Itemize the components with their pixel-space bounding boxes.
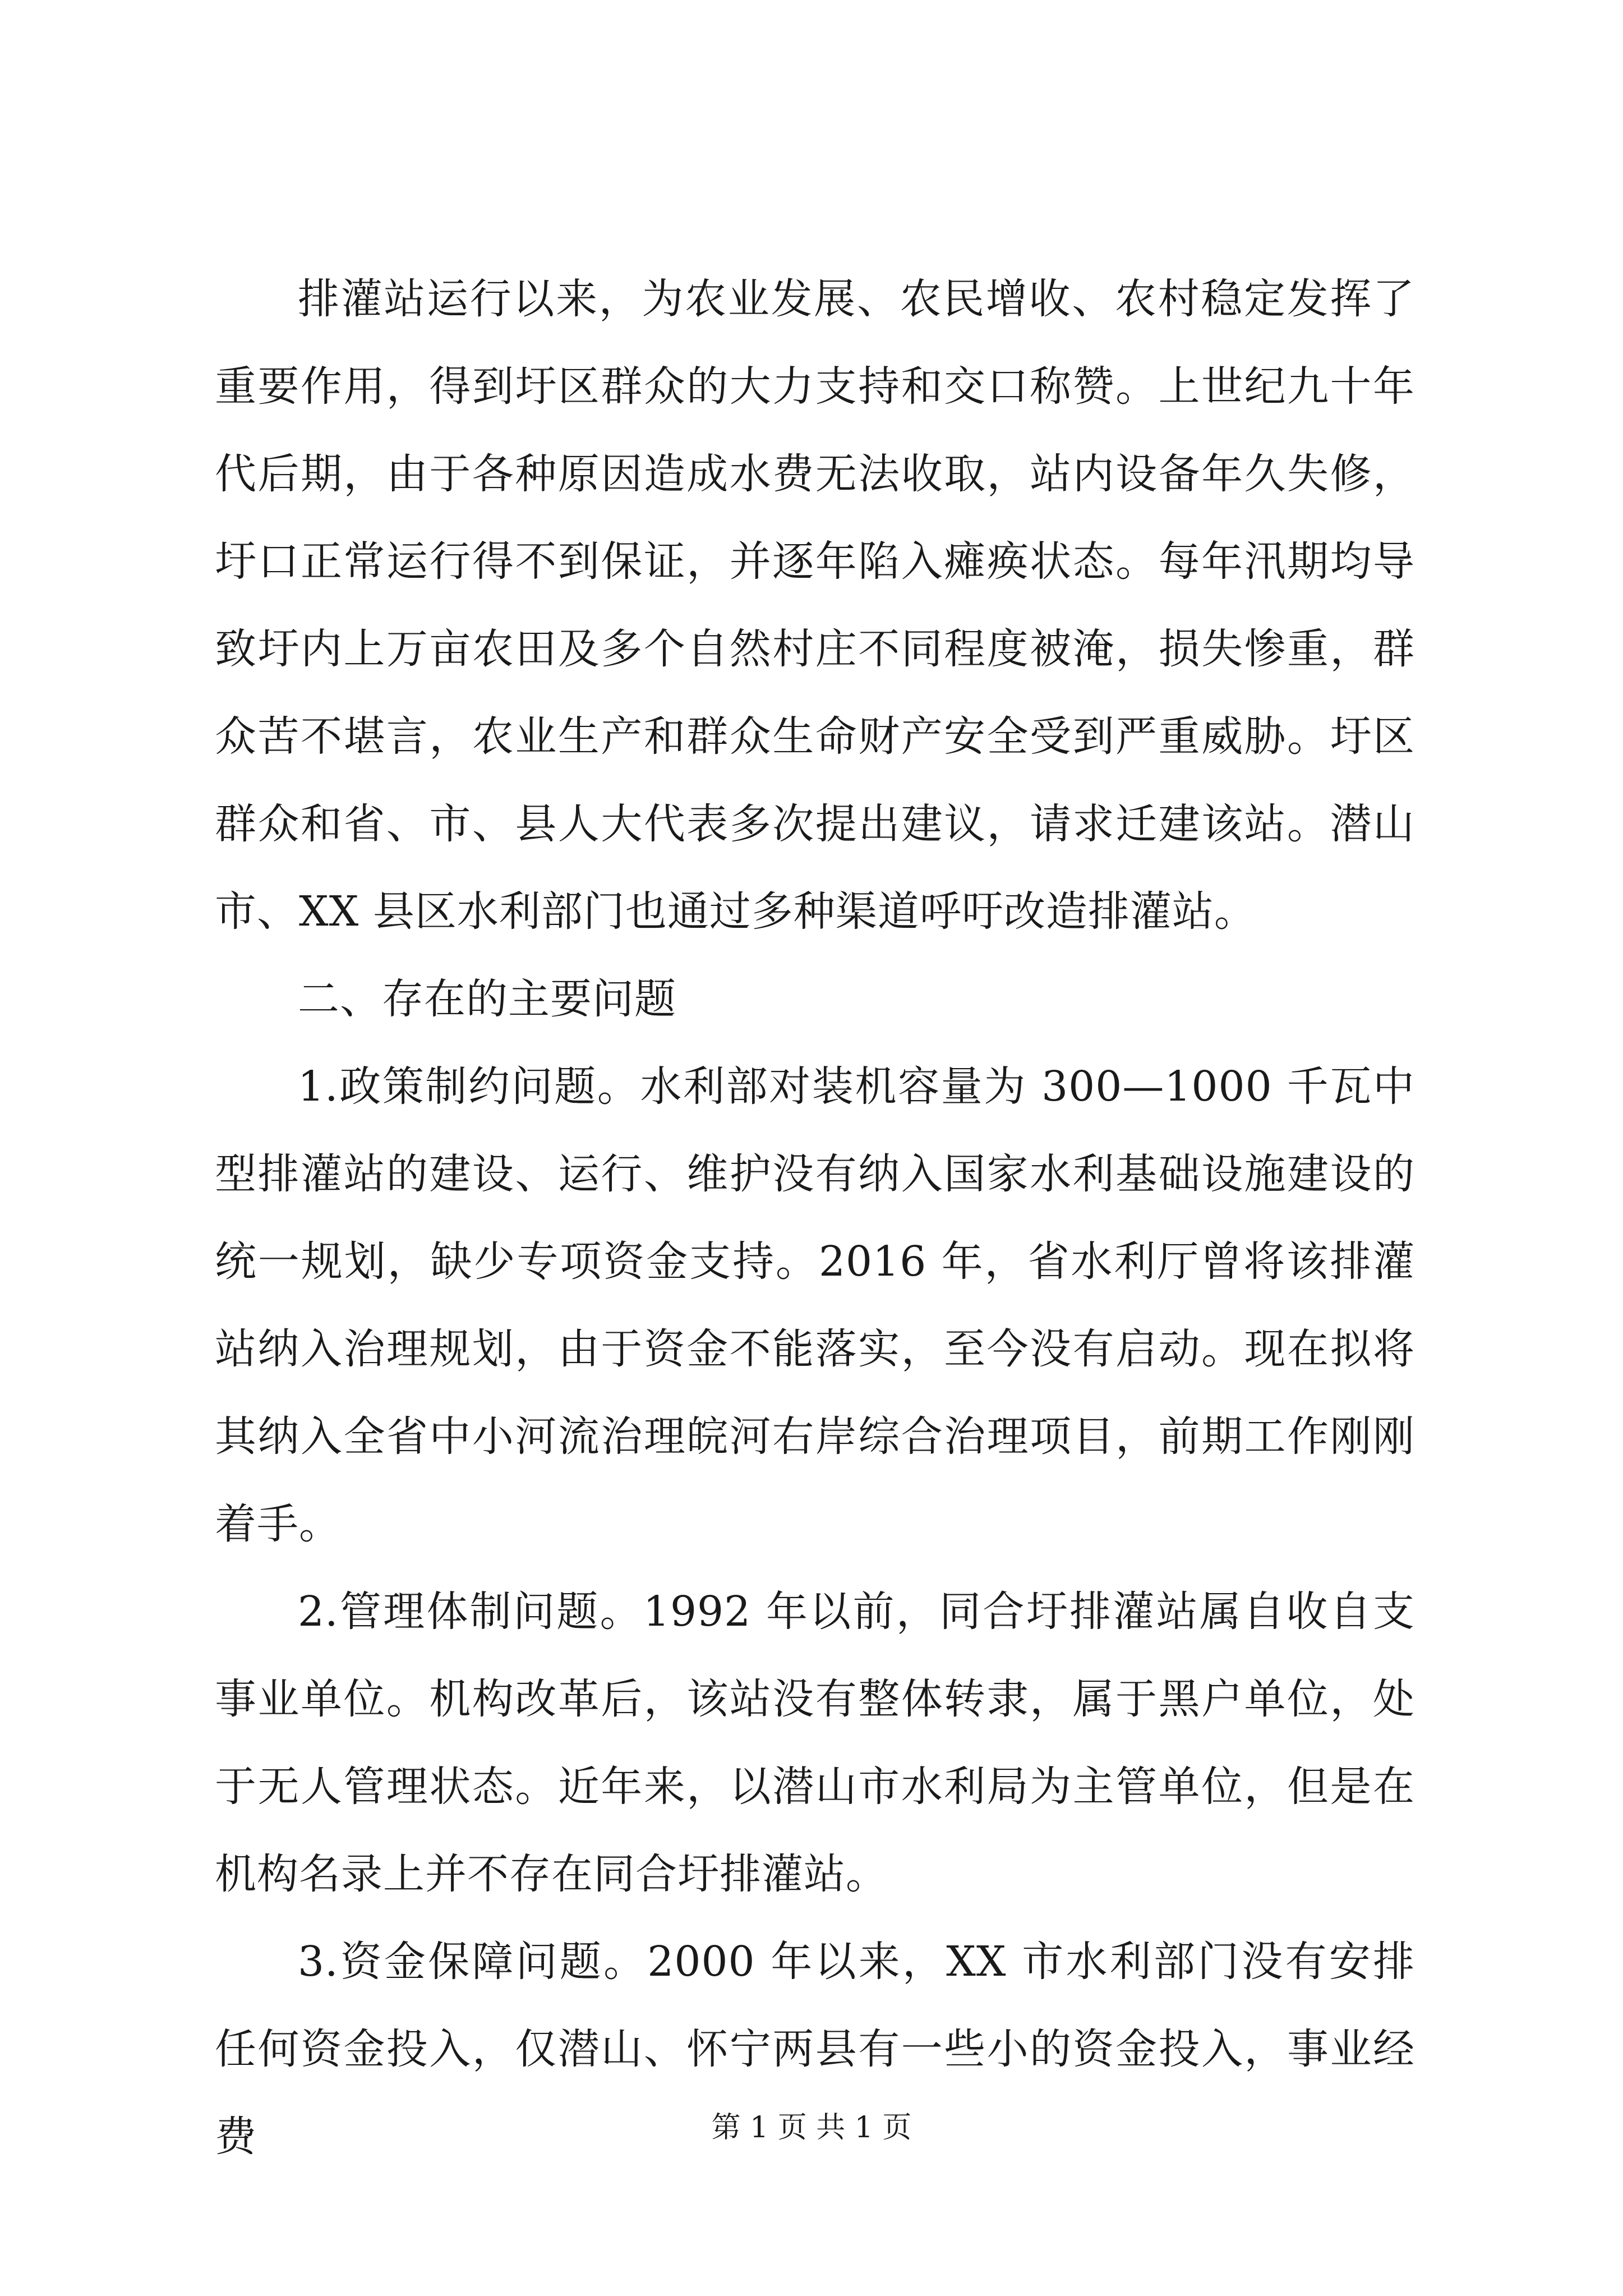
page-footer: 第 1 页 共 1 页 xyxy=(711,2111,912,2145)
paragraph-station-history: 排灌站运行以来，为农业发展、农民增收、农村稳定发挥了重要作用，得到圩区群众的大力支持和交口称赞。上世纪九十年代后期，由于各种原因造成水费无法收取，站内设备年久失修，圩口正常运行得不到保证，并逐年陷入瘫痪状态。每年汛期均导致圩内上万亩农田及多个自然村庄不同程度被淹，损失惨重，群众苦不堪言，农业生产和群众生命财产安全受到严重威胁。圩区群众和省、市、县人大代表多次提出建议，请求迁建该站。潜山市、XX 县区水利部门也通过多种渠道呼吁改造排灌站。 xyxy=(215,275,1415,936)
paragraph-management-system: 2.管理体制问题。1992 年以前，同合圩排灌站属自收自支事业单位。机构改革后，该站没有整体转隶，属于黑户单位，处于无人管理状态。近年来，以潜山市水利局为主管单位，但是在机构名录上并不存在同合圩排灌站。 xyxy=(215,1588,1415,1898)
paragraph-policy-constraints: 1.政策制约问题。水利部对装机容量为 300—1000 千瓦中型排灌站的建设、运行、维护没有纳入国家水利基础设施建设的统一规划，缺少专项资金支持。2016 年，省水利厅曾将该排灌站纳入治理规划，由于资金不能落实，至今没有启动。现在拟将其纳入全省中小河流治理皖河右岸综合治理项目，前期工作刚刚着手。 xyxy=(215,1062,1415,1548)
document-body xyxy=(215,255,1415,2180)
paragraph-funding-guarantee: 3.资金保障问题。2000 年以来，XX 市水利部门没有安排任何资金投入，仅潜山、怀宁两县有一些小的资金投入，事业经费 xyxy=(215,1938,1415,2161)
section-heading-main-problems: 二、存在的主要问题 xyxy=(298,975,676,1023)
